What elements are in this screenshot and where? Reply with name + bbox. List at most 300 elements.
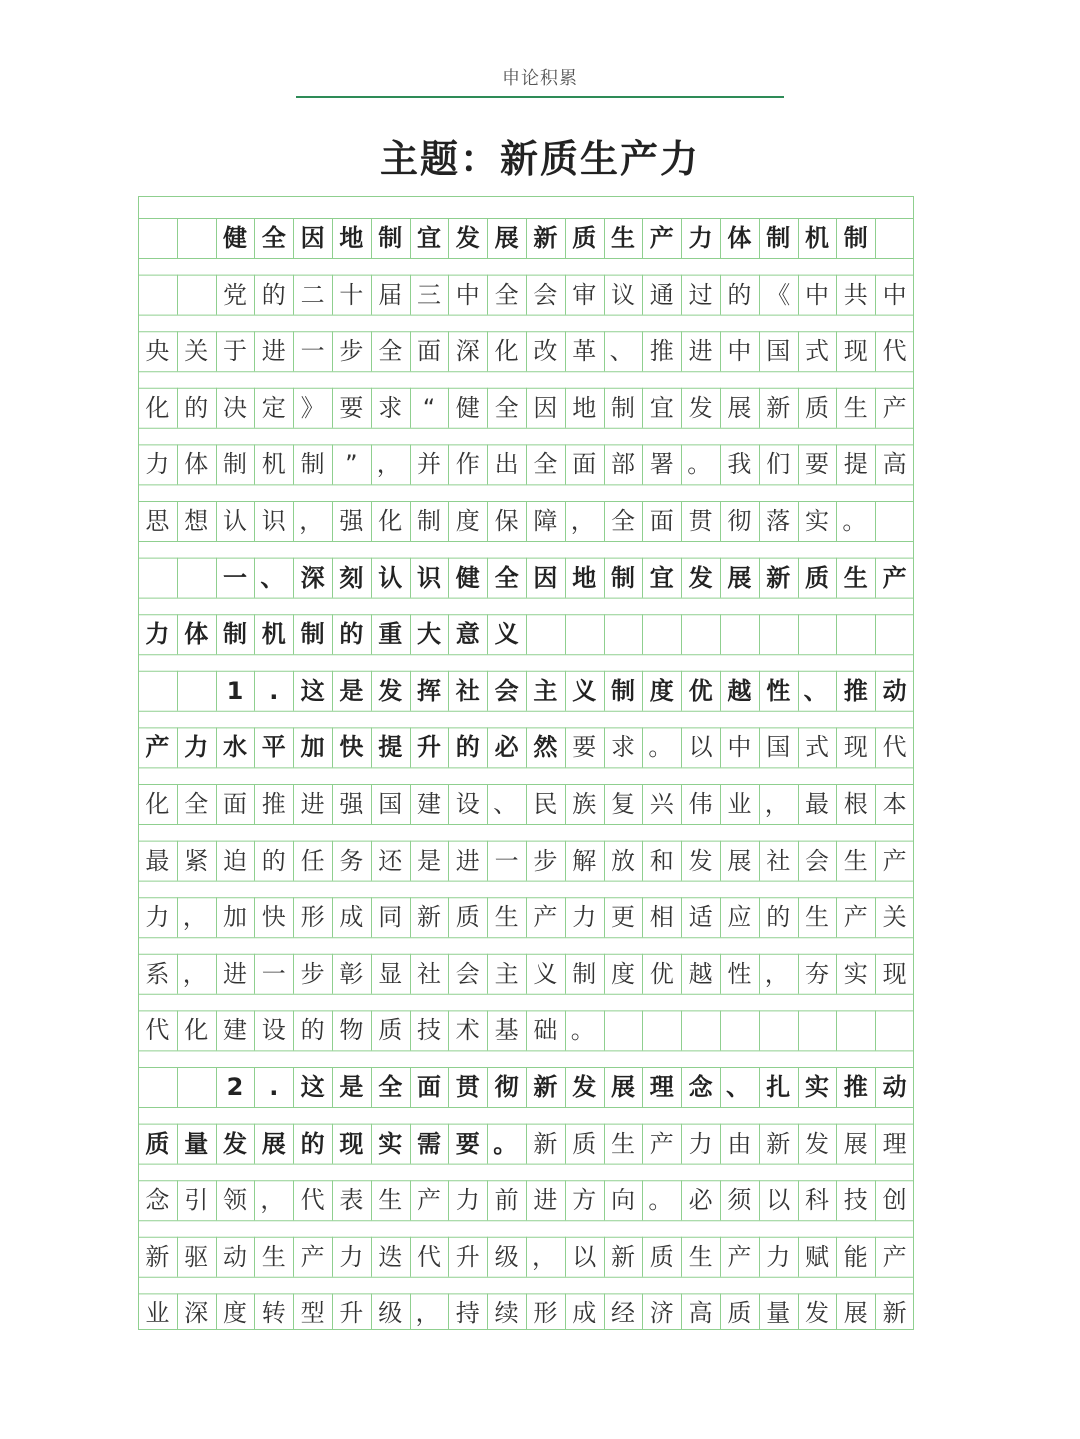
grid-row	[138, 218, 914, 258]
grid-cell: 的	[339, 620, 364, 649]
grid-cell: 解	[572, 846, 597, 875]
grid-cell: 展	[727, 846, 752, 875]
grid-cell: 生	[843, 393, 868, 422]
grid-cell: 迫	[222, 846, 247, 875]
grid-cell: 驱	[184, 1242, 209, 1271]
grid-cell	[138, 1067, 177, 1107]
grid-cell: 建	[222, 1016, 247, 1045]
grid-cell: 进	[222, 959, 247, 988]
grid-cell: 署	[649, 450, 674, 479]
grid-cell: 务	[339, 846, 364, 875]
grid-cell: 型	[300, 1299, 325, 1328]
grid-cell: 宜	[649, 563, 674, 592]
grid-cell: 过	[688, 280, 713, 309]
grid-cell: 生	[494, 903, 519, 932]
grid-cell: 需	[416, 1129, 441, 1158]
grid-cell: 制	[222, 620, 247, 649]
grid-cell: 科	[804, 1186, 829, 1215]
grid-cell: 动	[882, 1073, 907, 1101]
grid-cell: 念	[145, 1186, 170, 1215]
grid-cell: 展	[843, 1299, 868, 1328]
grid-cell: 展	[727, 563, 752, 592]
grid-cell: 《	[766, 280, 791, 309]
grid-cell: 国	[378, 790, 403, 818]
grid-cell: 一	[494, 846, 519, 875]
grid-cell: 发	[688, 393, 713, 422]
grid-cell: 是	[416, 846, 441, 875]
grid-cell: 贯	[455, 1073, 480, 1101]
grid-cell: 宜	[416, 224, 441, 252]
grid-row	[138, 331, 914, 371]
grid-cell: 义	[533, 959, 558, 988]
grid-cell: 制	[300, 620, 325, 649]
grid-cell: 优	[649, 959, 674, 988]
grid-cell: 根	[843, 790, 868, 818]
grid-cell: 度	[455, 507, 480, 535]
grid-cell: 升	[339, 1299, 364, 1328]
grid-cell: 新	[610, 1242, 635, 1271]
grid-cell: 能	[843, 1242, 868, 1271]
grid-cell: 产	[649, 1129, 674, 1158]
grid-cell: 挥	[416, 676, 441, 705]
grid-cell: .	[269, 1073, 279, 1101]
page-header: 申论积累	[502, 68, 578, 89]
grid-cell: 主	[494, 959, 519, 988]
grid-cell	[177, 1067, 216, 1107]
grid-cell: 力	[688, 1129, 713, 1158]
grid-cell: 质	[649, 1242, 674, 1271]
grid-cell: 机	[804, 224, 829, 252]
grid-cell: 全	[494, 280, 519, 309]
grid-cell: 最	[804, 790, 829, 818]
grid-cell: 民	[533, 790, 558, 818]
grid-cell: 革	[572, 337, 597, 366]
grid-cell: 质	[727, 1299, 752, 1328]
grid-cell: 现	[339, 1129, 364, 1158]
grid-cell: 技	[843, 1186, 868, 1215]
grid-cell: 和	[649, 846, 674, 875]
grid-cell: ，	[182, 903, 207, 932]
grid-cell: 基	[494, 1016, 519, 1045]
grid-cell: 以	[688, 733, 713, 762]
grid-row	[138, 1010, 914, 1050]
grid-cell: 现	[882, 959, 907, 988]
grid-cell: 部	[610, 450, 635, 479]
grid-cell: 体	[184, 450, 209, 479]
grid-cell	[138, 671, 177, 711]
grid-cell: 新	[766, 563, 791, 592]
grid-cell: 转	[261, 1299, 286, 1328]
grid-cell: 理	[882, 1129, 907, 1158]
grid-cell: 1	[226, 676, 244, 705]
grid-cell: 成	[339, 903, 364, 932]
grid-cell: 应	[727, 903, 752, 932]
grid-cell: 化	[145, 393, 170, 422]
grid-row	[138, 1124, 914, 1164]
grid-row	[138, 1293, 914, 1333]
grid-row	[138, 614, 914, 654]
grid-cell: 。	[493, 1129, 518, 1158]
grid-cell: 发	[222, 1129, 247, 1158]
grid-cell: 面	[416, 1073, 441, 1101]
grid-cell: 体	[727, 224, 752, 252]
grid-cell: 产	[843, 903, 868, 932]
grid-cell: 高	[688, 1299, 713, 1328]
grid-cell: 术	[455, 1016, 480, 1045]
grid-cell: 化	[184, 1016, 209, 1045]
grid-cell: 全	[184, 790, 209, 818]
grid-cell: 还	[378, 846, 403, 875]
grid-cell: 全	[261, 224, 286, 252]
grid-cell: 发	[688, 563, 713, 592]
grid-cell: 放	[610, 846, 635, 875]
grid-cell: 的	[455, 733, 480, 762]
grid-cell: 深	[300, 563, 325, 592]
grid-cell: 要	[804, 450, 829, 479]
grid-cell: 意	[455, 620, 480, 649]
grid-cell: 主	[533, 676, 558, 705]
grid-cell: 要	[572, 733, 597, 762]
grid-cell: 越	[688, 959, 713, 988]
grid-cell: 我	[727, 450, 752, 479]
grid-cell: 体	[184, 620, 209, 649]
grid-cell: 性	[727, 959, 752, 988]
grid-cell: 健	[222, 224, 247, 252]
grid-cell: 式	[804, 337, 829, 366]
grid-row	[138, 275, 914, 315]
grid-cell: 是	[339, 1073, 364, 1101]
grid-cell: 发	[378, 676, 403, 705]
grid-cell: 生	[261, 1242, 286, 1271]
grid-cell: 国	[766, 733, 791, 762]
grid-cell: 显	[378, 959, 403, 988]
grid-cell: 创	[882, 1186, 907, 1215]
grid-cell: 力	[145, 620, 170, 649]
grid-cell: 中	[882, 280, 907, 309]
grid-cell: 发	[572, 1073, 597, 1101]
grid-cell: 成	[572, 1299, 597, 1328]
grid-cell: 系	[145, 959, 170, 988]
grid-cell: 级	[494, 1242, 519, 1271]
grid-cell: 求	[610, 733, 635, 762]
grid-cell: 制	[610, 676, 635, 705]
grid-cell: 赋	[804, 1242, 829, 1271]
grid-cell: 力	[145, 903, 170, 932]
grid-cell: 水	[222, 733, 247, 762]
grid-cell: 健	[455, 393, 480, 422]
grid-cell: 进	[533, 1186, 558, 1215]
grid-cell	[138, 558, 177, 598]
grid-cell: ，	[764, 790, 789, 818]
grid-cell: 力	[688, 224, 713, 252]
grid-cell: 代	[145, 1016, 170, 1045]
grid-cell: 向	[610, 1186, 635, 1215]
grid-cell: 彻	[727, 507, 752, 535]
grid-cell: 设	[261, 1016, 286, 1045]
grid-cell: 新	[416, 903, 441, 932]
grid-cell: 社	[416, 959, 441, 988]
grid-cell	[177, 558, 216, 598]
grid-cell: 义	[494, 620, 519, 649]
grid-cell: 前	[494, 1186, 519, 1215]
grid-cell: 质	[455, 903, 480, 932]
grid-cell: 族	[572, 790, 597, 818]
grid-cell: 健	[455, 563, 480, 592]
grid-cell: 制	[610, 393, 635, 422]
grid-cell: 因	[533, 563, 558, 592]
grid-cell: 产	[533, 903, 558, 932]
grid-cell: 力	[184, 733, 209, 762]
grid-cell: 引	[184, 1186, 209, 1215]
grid-cell: 步	[339, 337, 364, 366]
grid-cell: 推	[843, 1073, 868, 1101]
grid-cell: 持	[455, 1299, 480, 1328]
grid-cell: 共	[843, 280, 868, 309]
grid-cell: 。	[648, 733, 673, 762]
grid-cell: 新	[766, 393, 791, 422]
grid-cell: 制	[378, 224, 403, 252]
grid-cell: 想	[184, 507, 209, 535]
grid-cell: 于	[222, 337, 247, 366]
grid-cell: 的	[184, 393, 209, 422]
grid-cell: 步	[533, 846, 558, 875]
grid-row	[138, 784, 914, 824]
grid-cell: 改	[533, 337, 558, 366]
grid-cell: 同	[378, 903, 403, 932]
grid-cell: 地	[339, 224, 364, 252]
grid-cell: 、	[803, 676, 828, 705]
grid-cell: 新	[533, 1073, 558, 1101]
grid-cell: 制	[610, 563, 635, 592]
grid-cell: 快	[261, 903, 286, 932]
grid-cell: 的	[261, 280, 286, 309]
grid-cell: 表	[339, 1186, 364, 1215]
grid-cell: 迭	[378, 1242, 403, 1271]
grid-cell: 、	[726, 1073, 750, 1101]
grid-cell	[177, 218, 216, 258]
grid-cell: 质	[804, 393, 829, 422]
grid-cell: 保	[494, 507, 519, 535]
grid-cell: 面	[222, 790, 247, 818]
grid-cell: 的	[727, 280, 752, 309]
grid-row	[138, 954, 914, 994]
grid-cell: 生	[610, 1129, 635, 1158]
grid-cell: 方	[572, 1186, 597, 1215]
grid-cell: 业	[727, 790, 752, 818]
grid-cell: 现	[843, 733, 868, 762]
grid-cell: “	[422, 393, 436, 422]
grid-cell: 相	[649, 903, 674, 932]
grid-cell: 生	[804, 903, 829, 932]
grid-cell: 求	[378, 393, 403, 422]
grid-cell: 刻	[339, 563, 364, 592]
grid-cell: 识	[416, 563, 441, 592]
grid-cell: 优	[688, 676, 713, 705]
grid-cell: 、	[260, 563, 285, 592]
grid-cell: 。	[648, 1186, 673, 1215]
grid-cell: 发	[804, 1129, 829, 1158]
grid-cell: 制	[572, 959, 597, 988]
grid-cell: 动	[222, 1242, 247, 1271]
grid-cell: ，	[532, 1242, 556, 1271]
grid-cell: 续	[494, 1299, 519, 1328]
grid-cell: 任	[300, 846, 325, 875]
grid-cell: 会	[533, 280, 558, 309]
grid-cell: 必	[494, 733, 519, 762]
grid-cell: 力	[339, 1242, 364, 1271]
writing-grid	[138, 196, 914, 1330]
grid-cell: 关	[882, 903, 907, 932]
grid-cell: 新	[766, 1129, 791, 1158]
grid-cell: 越	[727, 676, 752, 705]
grid-cell: 展	[610, 1073, 635, 1101]
grid-cell: 新	[145, 1242, 170, 1271]
grid-cell: 经	[610, 1299, 635, 1328]
grid-cell: 全	[610, 507, 635, 535]
grid-cell: 央	[145, 337, 170, 366]
grid-cell: 们	[766, 450, 791, 479]
grid-cell: 障	[533, 507, 558, 535]
grid-cell: 推	[649, 337, 674, 366]
grid-cell: 质	[145, 1129, 170, 1158]
grid-cell: 面	[649, 507, 674, 535]
grid-cell: 二	[300, 280, 325, 309]
grid-cell: 高	[882, 450, 907, 479]
grid-cell: 理	[649, 1073, 674, 1101]
grid-cell: 实	[804, 507, 829, 535]
grid-cell: 以	[766, 1186, 791, 1215]
grid-cell: 进	[688, 337, 713, 366]
grid-cell: 。	[687, 450, 712, 479]
grid-cell: 产	[882, 563, 907, 592]
grid-cell: 复	[610, 790, 635, 818]
grid-cell: 深	[455, 337, 480, 366]
grid-cell: 十	[339, 280, 364, 309]
grid-cell: 领	[222, 1186, 247, 1215]
grid-cell: 升	[455, 1242, 480, 1271]
grid-cell: 质	[378, 1016, 403, 1045]
grid-cell: 思	[145, 507, 170, 535]
grid-cell: 扎	[766, 1073, 791, 1101]
grid-cell: 化	[494, 337, 519, 366]
grid-cell: 进	[455, 846, 480, 875]
grid-cell: 届	[378, 280, 403, 309]
grid-cell: 进	[261, 337, 286, 366]
grid-cell: 度	[610, 959, 635, 988]
grid-cell: 关	[184, 337, 209, 366]
grid-cell: 设	[455, 790, 480, 818]
grid-cell: 力	[572, 903, 597, 932]
grid-cell: 新	[533, 224, 558, 252]
grid-cell: 形	[300, 903, 325, 932]
grid-cell: 彰	[339, 959, 364, 988]
grid-cell: 中	[727, 733, 752, 762]
grid-cell: 识	[261, 507, 286, 535]
grid-cell: 兴	[649, 790, 674, 818]
grid-cell: 念	[688, 1073, 713, 1101]
grid-cell: 地	[572, 393, 597, 422]
grid-cell: 生	[610, 224, 635, 252]
grid-cell: 并	[416, 450, 441, 479]
grid-cell: 化	[145, 790, 170, 818]
grid-cell: 出	[494, 450, 519, 479]
grid-cell: 制	[416, 507, 441, 535]
grid-cell: 化	[378, 507, 403, 535]
grid-cell: 适	[688, 903, 713, 932]
grid-cell: 生	[843, 846, 868, 875]
grid-cell: 中	[804, 280, 829, 309]
grid-cell: 展	[727, 393, 752, 422]
grid-cell: 提	[378, 733, 403, 762]
grid-row	[138, 1180, 914, 1220]
grid-cell: 落	[766, 507, 791, 535]
grid-cell: 紧	[184, 846, 209, 875]
grid-cell: 、	[493, 790, 518, 818]
grid-cell: 级	[378, 1299, 403, 1328]
grid-cell: 这	[300, 1073, 325, 1101]
grid-cell: 的	[766, 903, 791, 932]
grid-cell: 夯	[804, 959, 829, 988]
grid-cell: 社	[766, 846, 791, 875]
grid-cell: 审	[572, 280, 597, 309]
header-divider	[296, 96, 784, 98]
grid-cell: 度	[222, 1299, 247, 1328]
grid-cell: 中	[455, 280, 480, 309]
grid-cell: 代	[300, 1186, 325, 1215]
grid-cell: 加	[222, 903, 247, 932]
grid-cell: 的	[261, 846, 286, 875]
grid-cell: 形	[533, 1299, 558, 1328]
grid-cell: ，	[764, 959, 789, 988]
grid-cell: 度	[649, 676, 674, 705]
grid-cell: 产	[300, 1242, 325, 1271]
grid-cell: 的	[300, 1129, 325, 1158]
grid-cell: 建	[416, 790, 441, 818]
grid-cell: 质	[804, 563, 829, 592]
grid-cell: 质	[572, 1129, 597, 1158]
grid-cell: 力	[145, 450, 170, 479]
grid-cell: 展	[261, 1129, 286, 1158]
grid-cell: 产	[649, 224, 674, 252]
grid-cell: 展	[843, 1129, 868, 1158]
grid-cell: 步	[300, 959, 325, 988]
grid-cell: 大	[416, 620, 441, 649]
grid-row	[138, 1237, 914, 1277]
grid-cell: 三	[416, 280, 441, 309]
grid-cell: 一	[222, 563, 247, 592]
grid-cell: ，	[299, 507, 324, 535]
grid-cell: 地	[572, 563, 597, 592]
grid-cell: 因	[533, 393, 558, 422]
grid-cell: 升	[416, 733, 441, 762]
grid-cell: 全	[378, 337, 403, 366]
grid-cell: 强	[339, 507, 364, 535]
grid-row	[138, 897, 914, 937]
grid-cell: 议	[610, 280, 635, 309]
grid-cell: 量	[766, 1299, 791, 1328]
grid-cell	[177, 275, 216, 315]
grid-row	[138, 558, 914, 598]
grid-cell: 会	[804, 846, 829, 875]
grid-cell: 以	[572, 1242, 597, 1271]
grid-cell: 要	[339, 393, 364, 422]
grid-cell: 加	[300, 733, 325, 762]
grid-cell: 全	[378, 1073, 403, 1101]
grid-cell: 。	[570, 1016, 595, 1045]
grid-cell: 定	[261, 393, 286, 422]
grid-cell: 发	[804, 1299, 829, 1328]
grid-cell: 由	[727, 1129, 752, 1158]
